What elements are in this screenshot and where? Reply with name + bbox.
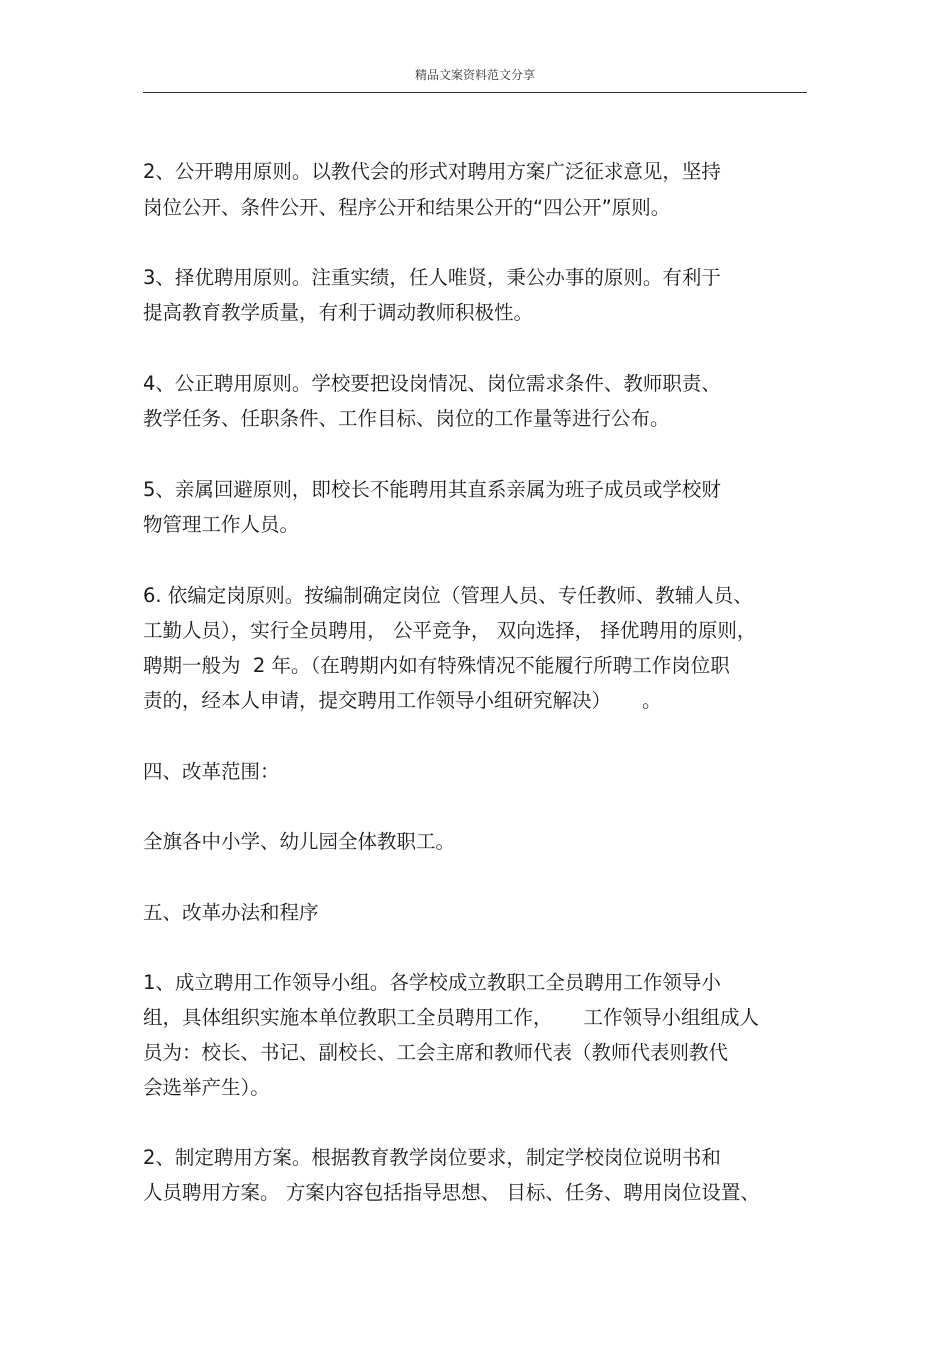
text-line: 责的，经本人申请，提交聘用工作领导小组研究解决） 。	[143, 689, 662, 712]
text-line: 物管理工作人员。	[143, 513, 300, 536]
text-line: 人员聘用方案。 方案内容包括指导思想、 目标、任务、聘用岗位设置、	[143, 1181, 760, 1204]
text-line: 5、亲属回避原则，即校长不能聘用其直系亲属为班子成员或学校财	[143, 478, 721, 501]
text-line: 6. 依编定岗原则。按编制确定岗位（管理人员、专任教师、教辅人员、	[143, 584, 753, 607]
section-heading: 五、改革办法和程序	[143, 901, 319, 924]
page-header	[143, 66, 807, 93]
text-line: 提高教育教学质量，有利于调动教师积极性。	[143, 301, 534, 324]
text-line: 工勤人员），实行全员聘用， 公平竞争， 双向选择， 择优聘用的原则，	[143, 619, 757, 642]
text-line: 聘期一般为 2 年。（在聘期内如有特殊情况不能履行所聘工作岗位职	[143, 654, 730, 677]
text-line: 岗位公开、条件公开、程序公开和结果公开的“四公开”原则。	[143, 196, 671, 219]
text-line: 员为：校长、书记、副校长、工会主席和教师代表（教师代表则教代	[143, 1041, 729, 1064]
text-line: 1、成立聘用工作领导小组。各学校成立教职工全员聘用工作领导小	[143, 971, 721, 994]
text-line: 4、公正聘用原则。学校要把设岗情况、岗位需求条件、教师职责、	[143, 372, 721, 395]
text-line: 全旗各中小学、幼儿园全体教职工。	[143, 830, 456, 853]
text-line: 2、制定聘用方案。根据教育教学岗位要求，制定学校岗位说明书和	[143, 1146, 721, 1169]
text-line: 教学任务、任职条件、工作目标、岗位的工作量等进行公布。	[143, 407, 670, 430]
text-line: 会选举产生）。	[143, 1076, 270, 1099]
text-line: 组，具体组织实施本单位教职工全员聘用工作， 工作领导小组组成人	[143, 1006, 759, 1029]
text-line: 2、公开聘用原则。以教代会的形式对聘用方案广泛征求意见，坚持	[143, 160, 721, 183]
header-title: 精品文案资料范文分享	[414, 68, 535, 82]
text-line: 3、择优聘用原则。注重实绩，任人唯贤，秉公办事的原则。有利于	[143, 266, 721, 289]
section-heading: 四、改革范围：	[143, 760, 280, 783]
